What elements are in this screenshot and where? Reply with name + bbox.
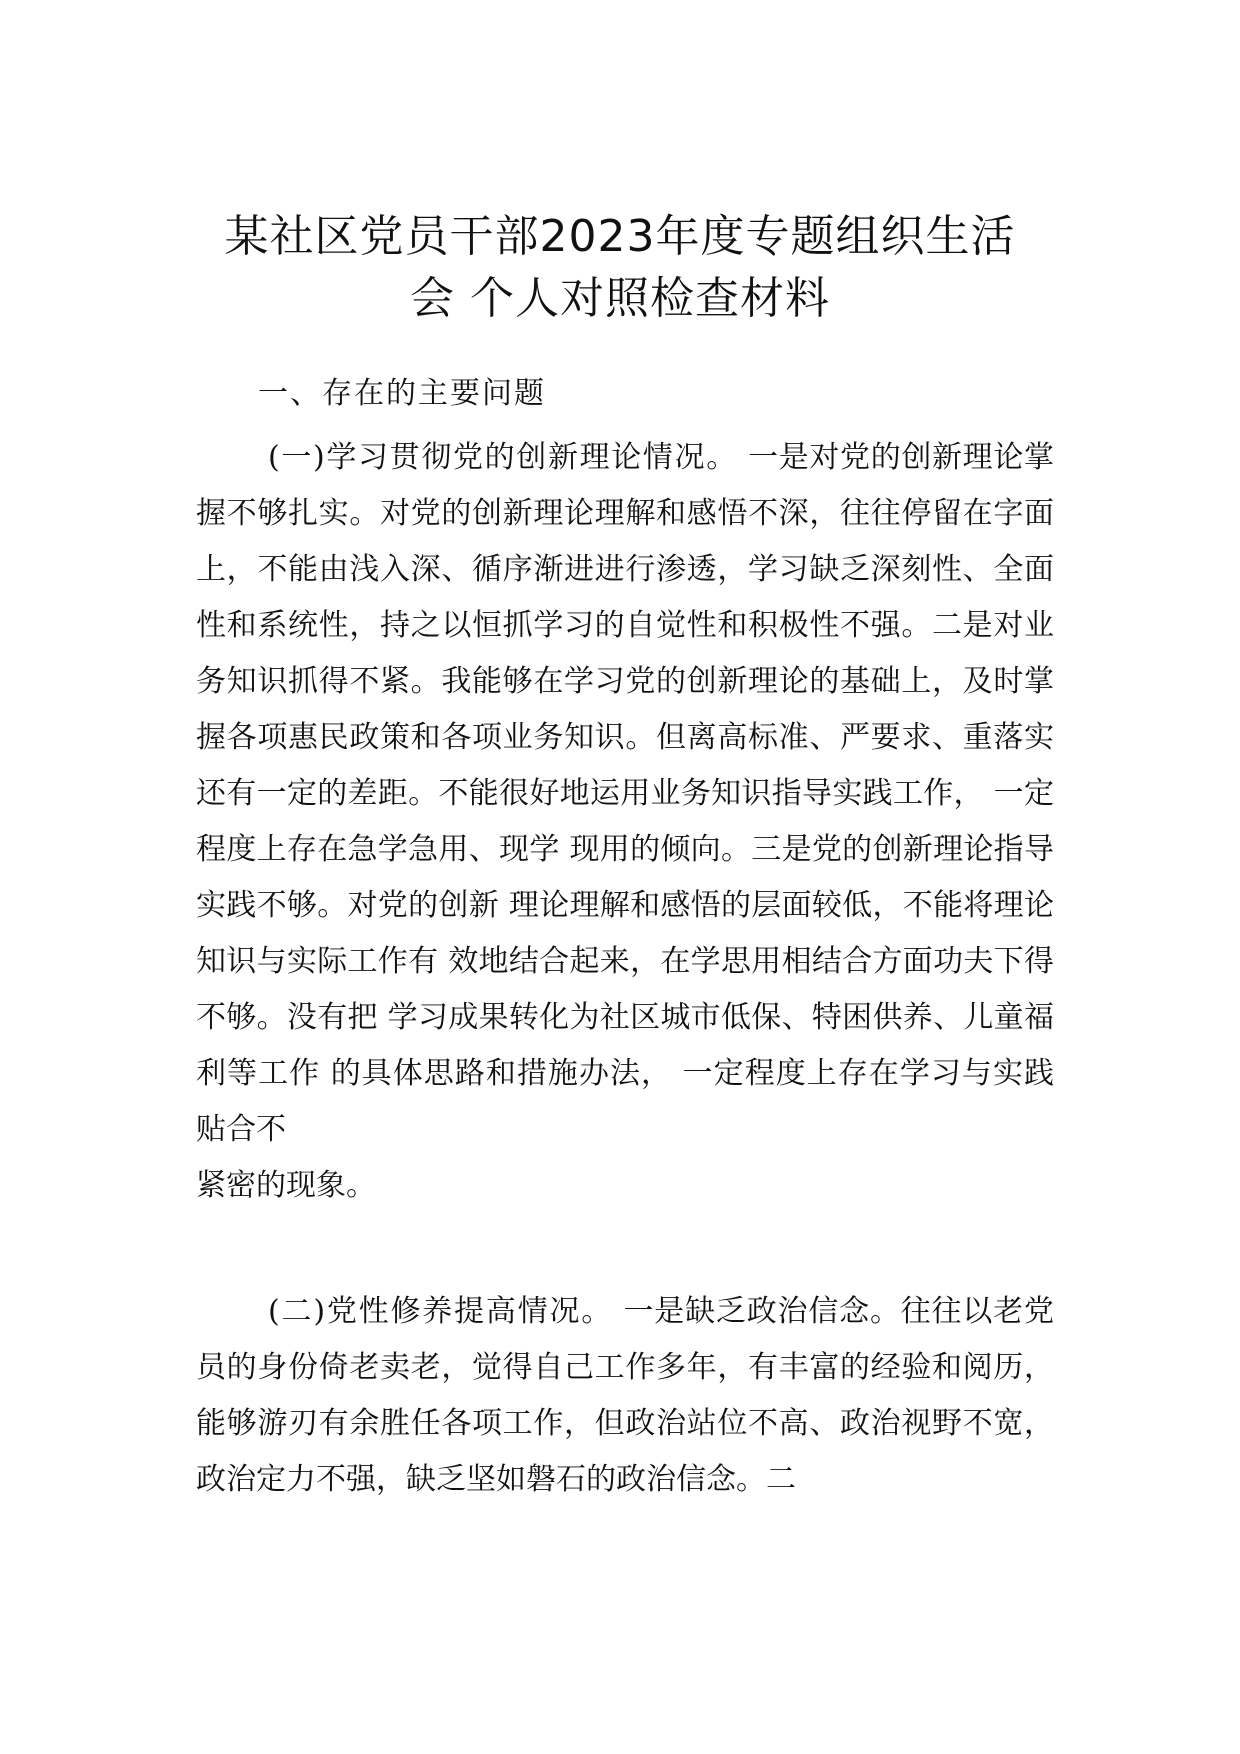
title-line-1: 某社区党员干部2023年度专题组织生活 (224, 211, 1016, 262)
paragraph-theory-study-text: 一是对党的创新理论掌握不够扎实。对党的创新理论理解和感悟不深，往往停留在字面上，不能由浅入深、循序渐进进行渗透，学习缺乏深刻性、全面性和系统性，持之以恒抓学习的自觉性和积极性不强。二是对业务知识抓得不紧。我能够在学习党的创新理论的基础上，及时掌握各项惠民政策和各项业务知识。但离高标准、严要求、重落实还有一定的差距。不能很好地运用业务知识指导实践工作， 一定程度上存在急学急用、现学 现用的倾向。三是党的创新理论指导实践不够。对党的创新 理论理解和感悟的层面较低，不能将理论知识与实际工作有 效地结合起来，在学思用相结合方面功夫下得不够。没有把 学习成果转化为社区城市低保、特困供养、儿童福利等工作 的具体思路和措施办法， 一定程度上存在学习与实践贴合不 (196, 440, 1054, 1147)
section-heading-problems: 一、存在的主要问题 (258, 376, 546, 411)
paragraph-theory-study-tail: 紧密的现象。 (196, 1168, 376, 1203)
title-line-2: 会 个人对照检查材料 (410, 273, 830, 324)
document-title (160, 206, 1080, 330)
paragraph-theory-study-body (196, 430, 1054, 1158)
subheading-theory-study: (一)学习贯彻党的创新理论情况。 (268, 440, 738, 475)
paragraph-party-cultivation (196, 1284, 1054, 1508)
paragraph-theory-study (196, 430, 1054, 1214)
paragraph-party-cultivation-text: 一是缺乏政治信念。往往以老党员的身份倚老卖老，觉得自己工作多年，有丰富的经验和阅历，能够游刃有余胜任各项工作，但政治站位不高、政治视野不宽，政治定力不强，缺乏坚如磐石的政治信念。二 (196, 1294, 1054, 1497)
subheading-party-cultivation: (二)党性修养提高情况。 (268, 1294, 614, 1329)
paragraph-party-cultivation-body (196, 1284, 1054, 1508)
